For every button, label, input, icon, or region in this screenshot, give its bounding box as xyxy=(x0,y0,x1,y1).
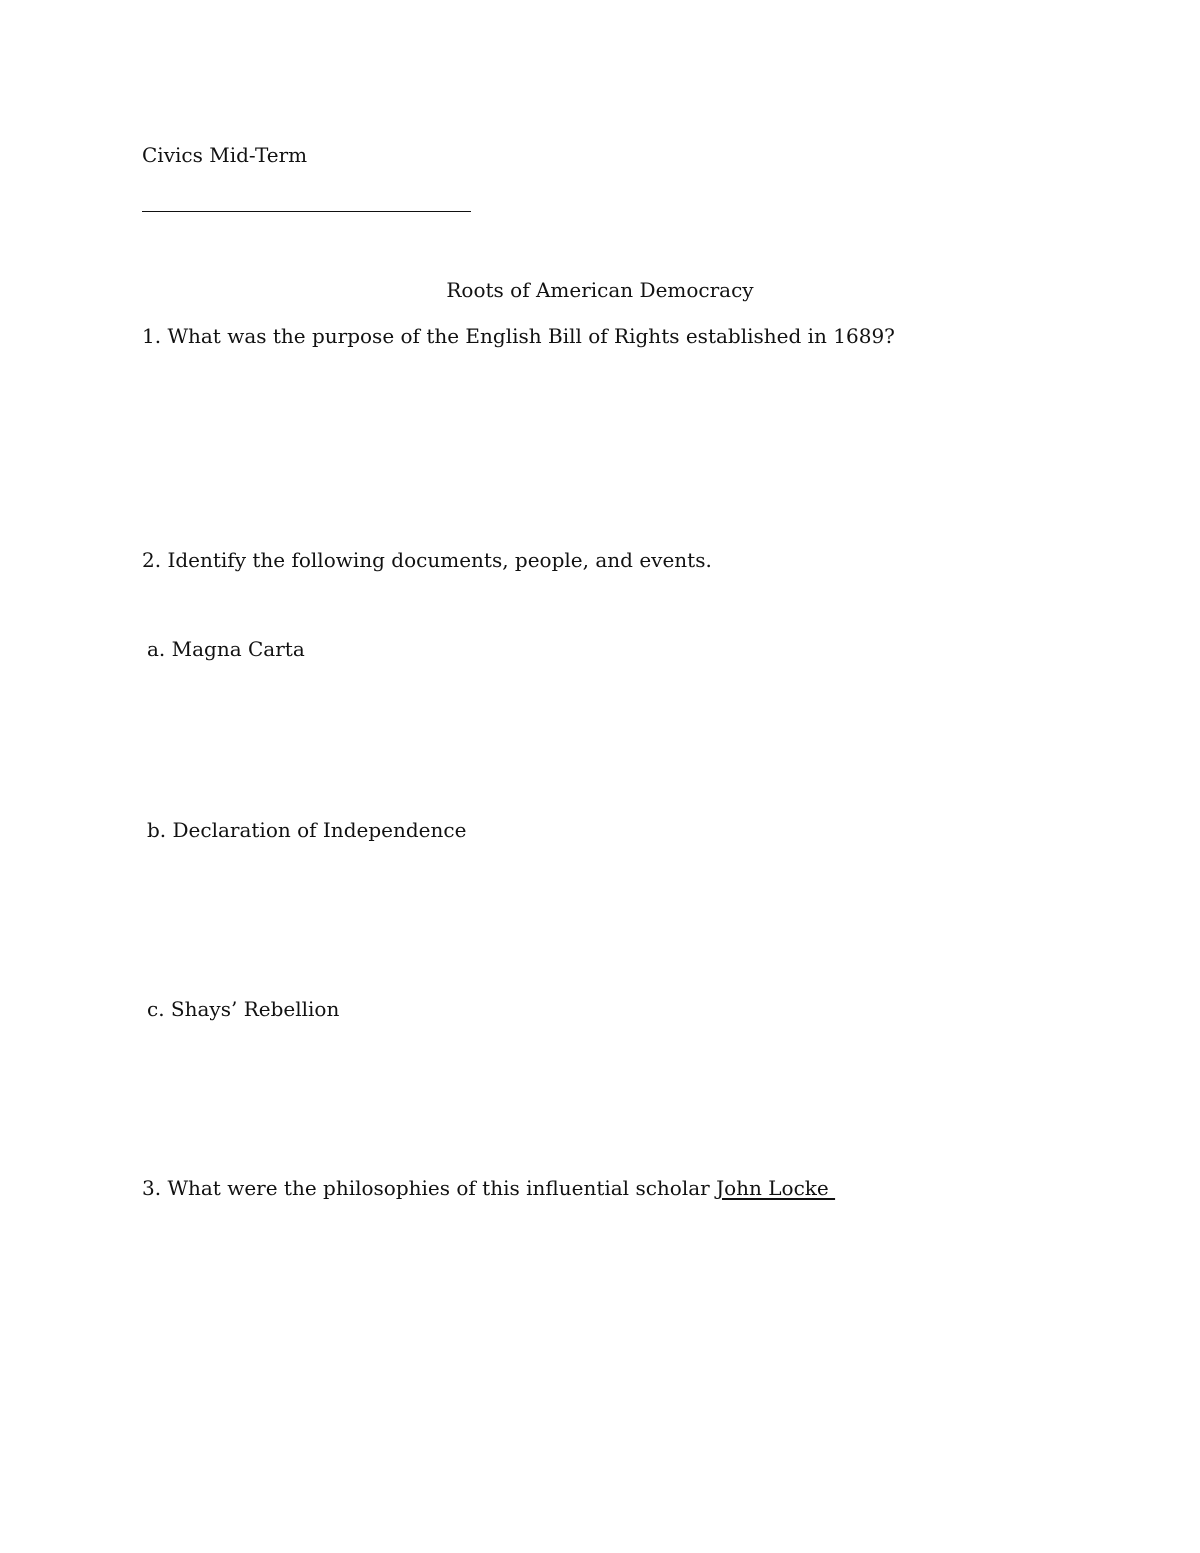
name-blank-line xyxy=(142,211,471,212)
question-2: 2. Identify the following documents, people, and events. xyxy=(142,548,712,572)
question-2-item-b: b. Declaration of Independence xyxy=(147,818,467,842)
question-2-item-c: c. Shays’ Rebellion xyxy=(147,997,340,1021)
document-title: Civics Mid-Term xyxy=(142,143,308,167)
question-1: 1. What was the purpose of the English Bill of Rights established in 1689? xyxy=(142,324,895,348)
question-3-text: 3. What were the philosophies of this influential scholar xyxy=(142,1176,717,1200)
section-title: Roots of American Democracy xyxy=(446,278,754,302)
question-3 xyxy=(142,1175,835,1201)
question-2-item-a: a. Magna Carta xyxy=(147,637,305,661)
question-3-scholar-name: John Locke xyxy=(716,1176,836,1200)
